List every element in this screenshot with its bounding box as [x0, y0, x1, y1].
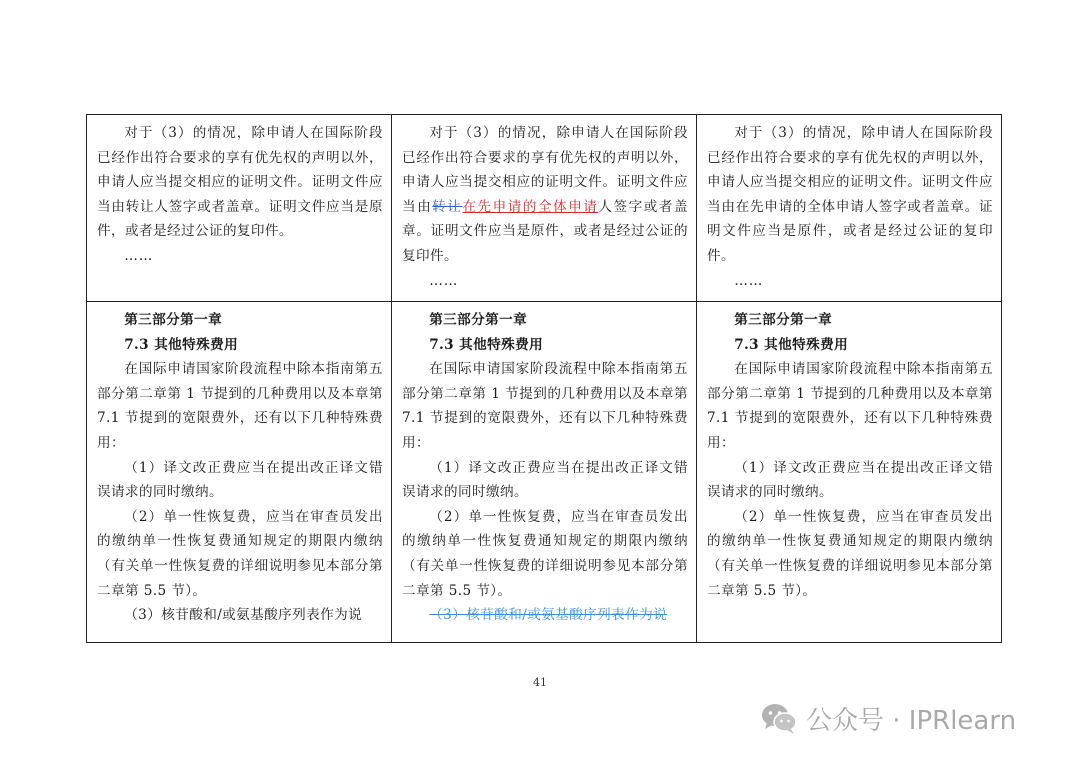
fees-item-2: （2）单一性恢复费，应当在审查员发出的缴纳单一性恢复费通知规定的期限内缴纳（有关单一性恢复费的详细说明参见本部分第二章第 5.5 节）。	[402, 508, 688, 599]
watermark	[760, 700, 1016, 737]
fees-item-2: （2）单一性恢复费，应当在审查员发出的缴纳单一性恢复费通知规定的期限内缴纳（有关单一性恢复费的详细说明参见本部分第二章第 5.5 节）。	[97, 508, 383, 599]
priority-paragraph: 对于（3）的情况，除申请人在国际阶段已经作出符合要求的享有优先权的声明以外，申请人应当提交相应的证明文件。证明文件应当由在先申请的全体申请人签字或者盖章。证明文件应当是原件，或者是经过公证的复印件。	[707, 125, 993, 264]
section-heading: 7.3 其他特殊费用	[429, 336, 544, 353]
section-heading: 7.3 其他特殊费用	[124, 336, 239, 353]
cell-revision-fees	[392, 302, 697, 643]
chapter-heading: 第三部分第一章	[429, 312, 528, 328]
fees-item-1: （1）译文改正费应当在提出改正译文错误请求的同时缴纳。	[707, 459, 993, 501]
table-row	[87, 302, 1002, 643]
fees-item-1: （1）译文改正费应当在提出改正译文错误请求的同时缴纳。	[402, 459, 688, 501]
cell-clean-priority	[697, 115, 1002, 302]
wechat-icon	[760, 702, 798, 736]
comparison-table	[86, 114, 1002, 643]
ellipsis: ……	[124, 247, 154, 264]
section-heading: 7.3 其他特殊费用	[734, 336, 849, 353]
cell-clean-fees	[697, 302, 1002, 643]
chapter-heading: 第三部分第一章	[124, 312, 223, 328]
watermark-text: 公众号 · IPRlearn	[806, 706, 1017, 736]
page-number: 41	[533, 676, 547, 689]
table-row	[87, 115, 1002, 302]
ellipsis: ……	[429, 272, 459, 289]
cell-original-fees	[87, 302, 392, 643]
text-after: 人签字或者盖章。证明文件应当是原件，或者是经过公证的复印件。	[402, 198, 688, 264]
fees-intro-paragraph: 在国际申请国家阶段流程中除本指南第五部分第二章第 1 节提到的几种费用以及本章第 7.1 节提到的宽限费外，还有以下几种特殊费用：	[402, 361, 688, 451]
cell-revision-priority	[392, 115, 697, 302]
priority-paragraph-tracked	[402, 121, 688, 269]
chapter-heading: 第三部分第一章	[734, 312, 833, 328]
inserted-text: 在先申请的全体申请	[462, 198, 599, 215]
text-before: 对于（3）的情况，除申请人在国际阶段已经作出符合要求的享有优先权的声明以外，申请人应当提交相应的证明文件。证明文件应当由	[402, 125, 688, 215]
priority-paragraph: 对于（3）的情况，除申请人在国际阶段已经作出符合要求的享有优先权的声明以外，申请人应当提交相应的证明文件。证明文件应当由转让人签字或者盖章。证明文件应当是原件，或者是经过公证的复印件。	[97, 125, 383, 240]
fees-intro-paragraph: 在国际申请国家阶段流程中除本指南第五部分第二章第 1 节提到的几种费用以及本章第 7.1 节提到的宽限费外，还有以下几种特殊费用：	[97, 361, 383, 451]
fees-intro-paragraph: 在国际申请国家阶段流程中除本指南第五部分第二章第 1 节提到的几种费用以及本章第 7.1 节提到的宽限费外，还有以下几种特殊费用：	[707, 361, 993, 451]
deleted-text: 转让	[432, 198, 463, 215]
ellipsis: ……	[734, 272, 764, 289]
fees-item-3: （3）核苷酸和/或氨基酸序列表作为说	[124, 607, 363, 624]
fees-item-3-deleted: （3）核苷酸和/或氨基酸序列表作为说	[429, 607, 668, 624]
fees-item-2: （2）单一性恢复费，应当在审查员发出的缴纳单一性恢复费通知规定的期限内缴纳（有关单一性恢复费的详细说明参见本部分第二章第 5.5 节）。	[707, 508, 993, 599]
cell-original-priority	[87, 115, 392, 302]
fees-item-1: （1）译文改正费应当在提出改正译文错误请求的同时缴纳。	[97, 459, 383, 501]
